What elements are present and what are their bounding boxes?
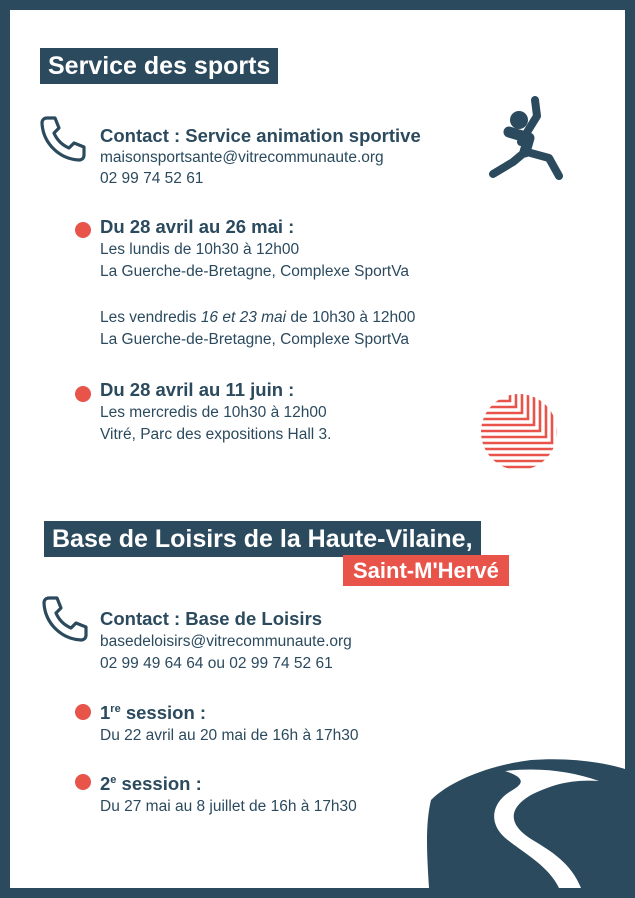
sports-title: Service des sports: [40, 48, 278, 84]
loisirs-contact: [100, 607, 352, 675]
bullet-dot: [75, 774, 91, 790]
bullet-dot: [75, 704, 91, 720]
period1-heading: Du 28 avril au 26 mai :: [100, 216, 295, 237]
sports-contact: [100, 124, 421, 190]
bullet-dot: [75, 386, 91, 402]
session2: [100, 772, 357, 818]
period2-line2: Vitré, Parc des expositions Hall 3.: [100, 426, 332, 443]
sports-period1: [100, 215, 415, 351]
session1-label: session :: [120, 702, 207, 723]
period1-line3-post: de 10h30 à 12h00: [286, 309, 416, 326]
session2-dates: Du 27 mai au 8 juillet de 16h à 17h30: [100, 798, 357, 815]
session2-num: 2: [100, 773, 111, 794]
phone-icon: [38, 113, 88, 163]
loisirs-email: basedeloisirs@vitrecommunaute.org: [100, 633, 352, 650]
sports-phone: 02 99 74 52 61: [100, 170, 204, 187]
period1-line3: [100, 307, 415, 329]
flyer-page: [10, 10, 625, 888]
sports-email: maisonsportsante@vitrecommunaute.org: [100, 149, 384, 166]
sports-contact-heading: Contact : Service animation sportive: [100, 125, 421, 146]
athlete-stretch-icon: [485, 96, 565, 180]
period1-line4: La Guerche-de-Bretagne, Complexe SportVa: [100, 331, 410, 348]
period1-line3-pre: Les vendredis: [100, 309, 201, 326]
session1-dates: Du 22 avril au 20 mai de 16h à 17h30: [100, 727, 359, 744]
session1-heading: [100, 701, 359, 725]
period1-line3-em: 16 et 23 mai: [200, 309, 287, 326]
sports-period2: [100, 378, 331, 446]
session1: [100, 701, 359, 747]
session2-sup: e: [110, 773, 117, 786]
loisirs-contact-heading: Contact : Base de Loisirs: [100, 608, 323, 629]
striped-circle-decoration: [480, 393, 558, 471]
bullet-dot: [75, 222, 91, 238]
loisirs-subtitle: Saint-M'Hervé: [343, 555, 509, 586]
session2-heading: [100, 772, 357, 796]
period2-heading: Du 28 avril au 11 juin :: [100, 379, 295, 400]
session1-num: 1: [100, 702, 111, 723]
phone-icon: [40, 593, 90, 643]
river-decoration: [421, 755, 625, 888]
loisirs-phone: 02 99 49 64 64 ou 02 99 74 52 61: [100, 655, 333, 672]
period1-line2: La Guerche-de-Bretagne, Complexe SportVa: [100, 263, 410, 280]
session1-sup: re: [110, 702, 121, 715]
period2-line1: Les mercredis de 10h30 à 12h00: [100, 404, 327, 421]
loisirs-title: Base de Loisirs de la Haute-Vilaine,: [44, 521, 481, 557]
period1-line1: Les lundis de 10h30 à 12h00: [100, 241, 300, 258]
session2-label: session :: [116, 773, 202, 794]
